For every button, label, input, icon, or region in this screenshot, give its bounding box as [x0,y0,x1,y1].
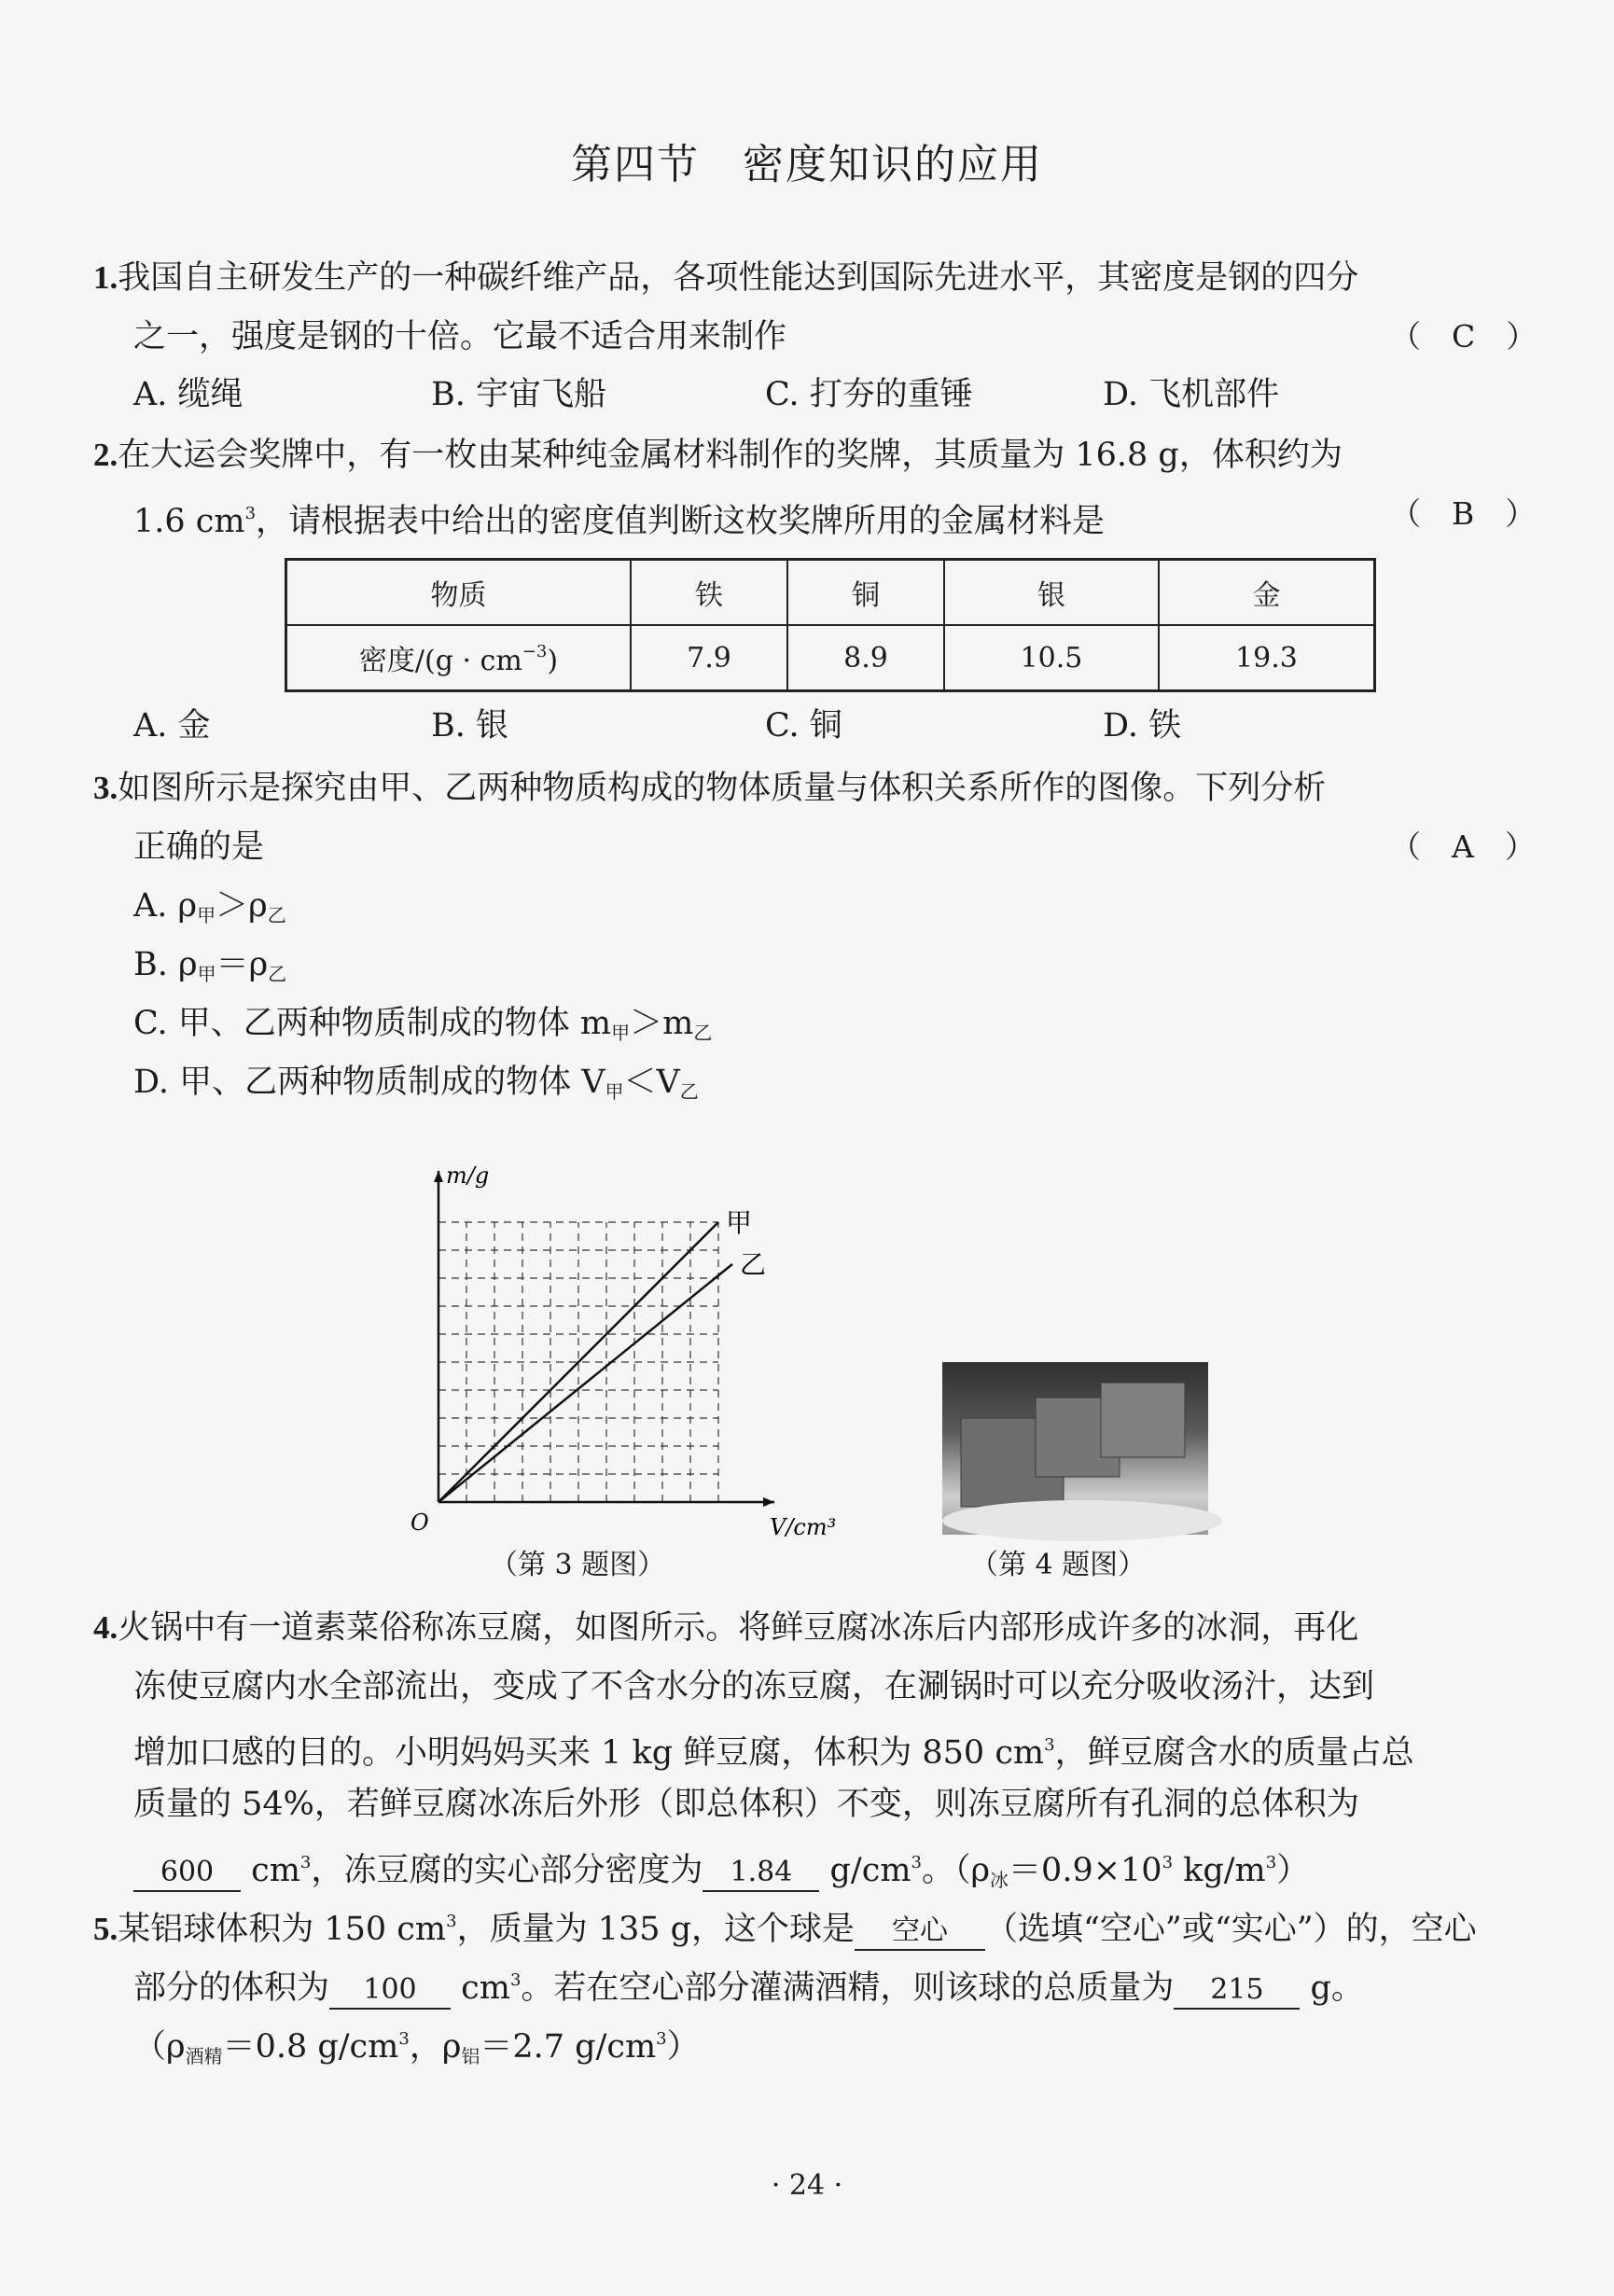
q1-line1 [93,257,1358,299]
page-number: · 24 · [771,2169,843,2202]
q2-option-d: D. 铁 [1103,707,1182,744]
q2-option-b: B. 银 [431,707,508,744]
table-row-density [286,625,1375,691]
table-row-label [286,625,632,691]
q2-volume: 1.6 cm [133,503,245,540]
q5-blank-volume: 100 [329,1972,451,2010]
q3-line1 [93,767,1326,810]
q5-blank-hollow: 空心 [855,1913,985,1951]
q2-option-c: C. 铜 [765,707,842,744]
q4-number: 4. [93,1609,118,1646]
q5-line1: 5.某铝球体积为 150 $cm^3$，质量为 135 g，这个球是 空心 （选填“空心”或“实心”）的，空心 [93,1900,1477,1951]
table-cell: 19.3 [1159,625,1375,691]
density-label-end: ) [547,645,559,677]
q3-number: 3. [93,770,118,806]
series-label-0: 甲 [726,1207,753,1238]
q4-line4: 质量的 54%，若鲜豆腐冰冻后外形（即总体积）不变，则冻豆腐所有孔洞的总体积为 [133,1786,1359,1823]
x-axis-label: V/cm³ [770,1514,837,1540]
y-axis-label: m/g [446,1162,490,1189]
q1-option-b: B. 宇宙飞船 [431,376,606,413]
q3-option-c: C. 甲、乙两种物质制成的物体 $m_甲>m_乙$ [133,1005,713,1044]
q1-number: 1. [93,259,118,296]
table-header-gold: 金 [1159,560,1375,626]
q5-number: 5. [93,1911,118,1947]
q2-text2: ，请根据表中给出的密度值判断这枚奖牌所用的金属材料是 [256,503,1106,540]
origin-label: O [410,1510,429,1536]
table-row-header [286,560,1375,626]
series-line-1 [438,1264,732,1502]
q3-line2: 正确的是 [133,828,265,866]
q1-answer: （ C ） [1390,318,1537,355]
q2-answer: （ B ） [1390,495,1537,532]
q4-blank-volume: 600 [133,1855,241,1892]
q1-text1: 我国自主研发生产的一种碳纤维产品，各项性能达到国际先进水平，其密度是钢的四分 [118,259,1359,297]
q2-number: 2. [93,437,118,473]
table-cell: 10.5 [944,625,1159,691]
table-cell: 7.9 [631,625,787,691]
q5-line2: 部分的体积为 100 $cm^3$。若在空心部分灌满酒精，则该球的总质量为 215 g。 [133,1959,1364,2010]
q1-option-c: C. 打夯的重锤 [765,376,973,413]
table-header-iron: 铁 [631,560,787,626]
q2-text1: 在大运会奖牌中，有一枚由某种纯金属材料制作的奖牌，其质量为 16.8 g，体积约为 [118,437,1343,474]
q4-line1 [93,1607,1358,1649]
y-axis-arrow [434,1171,443,1182]
series-label-1: 乙 [740,1249,767,1280]
fig4-caption: （第 4 题图） [970,1549,1147,1581]
q2-option-a: A. 金 [133,707,211,744]
table-cell: 8.9 [787,625,944,691]
q4-blank-density: 1.84 [703,1855,819,1892]
q3-text1: 如图所示是探究由甲、乙两种物质构成的物体质量与体积关系所作的图像。下列分析 [118,770,1327,807]
q4-line2: 冻使豆腐内水全部流出，变成了不含水分的冻豆腐，在涮锅时可以充分吸收汤汁，达到 [133,1668,1375,1705]
q5-blank-mass: 215 [1174,1972,1300,2010]
q3-option-b: B. $\rho_甲=\rho_乙$ [133,946,287,985]
q3-option-d: D. 甲、乙两种物质制成的物体 $V_甲<V_乙$ [133,1064,699,1103]
frozen-tofu-photo [942,1362,1208,1535]
q1-option-a: A. 缆绳 [133,376,243,413]
q3-answer: （ A ） [1390,828,1536,865]
q3-option-a: A. $\rho_甲>\rho_乙$ [133,887,286,926]
fig3-caption: （第 3 题图） [490,1549,666,1581]
table-header-substance: 物质 [286,560,632,626]
q4-text1: 火锅中有一道素菜俗称冻豆腐，如图所示。将鲜豆腐冰冻后内部形成许多的冰洞，再化 [118,1609,1359,1647]
density-table [285,558,1376,692]
q4-line3: 增加口感的目的。小明妈妈买来 1 kg 鲜豆腐，体积为 850 $cm^3$，鲜豆腐含水的质量占总 [133,1734,1414,1772]
frozen-tofu-image [942,1362,1208,1535]
q2-line2 [133,493,1105,543]
q1-option-d: D. 飞机部件 [1103,376,1280,413]
table-header-silver: 银 [944,560,1159,626]
mass-volume-chart [401,1162,837,1544]
density-label: 密度/(g · cm [358,645,522,677]
q4-line5: 600 $cm^3$，冻豆腐的实心部分密度为 1.84 $g/cm^3$。（$\rho_冰=0.9\times 10^3$ $kg/m^3$） [133,1842,1309,1901]
table-header-copper: 铜 [787,560,944,626]
q5-line3: （$\rho_{酒精}=0.8$ $g/cm^3$，$\rho_铝=2.7$ $g/cm^3$） [133,2028,700,2067]
density-label-exp: −3 [522,642,548,661]
page-title: 第四节 密度知识的应用 [571,141,1043,188]
q2-volume-exp: 3 [244,504,257,523]
x-axis-arrow [763,1497,774,1507]
q1-line2: 之一，强度是钢的十倍。它最不适合用来制作 [133,318,787,355]
q2-line1 [93,434,1343,477]
